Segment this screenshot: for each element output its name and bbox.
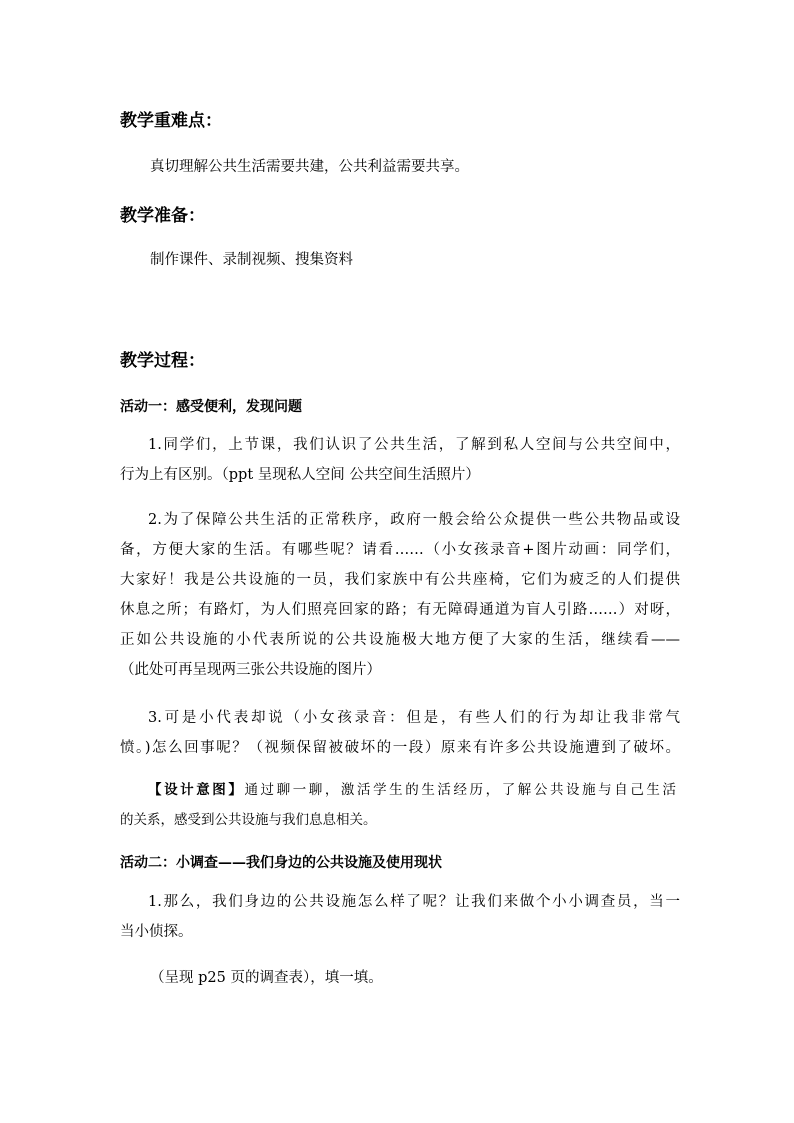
text-line: 3.可是小代表却说（小女孩录音：但是，有些人们的行为却让我非常气 [148, 710, 680, 726]
activity1-paragraph-3 [120, 703, 680, 763]
preparation-heading: 教学准备： [120, 206, 205, 226]
text-line: 1.那么，我们身边的公共设施怎么样了呢？让我们来做个小小调查员，当一 [148, 894, 680, 910]
design-intent-text: 通过聊一聊，激活学生的生活经历，了解公共设施与自己生活 [244, 782, 676, 798]
activity1-title: 活动一：感受便利，发现问题 [120, 399, 302, 415]
design-intent [120, 775, 676, 835]
text-line: 正如公共设施的小代表所说的公共设施极大地方便了大家的生活，继续看—— [120, 632, 680, 648]
activity2-paragraph-1 [120, 887, 680, 947]
text-line: 2.为了保障公共生活的正常秩序，政府一般会给公众提供一些公共物品或设 [148, 512, 680, 528]
activity2-paragraph-2: （呈现 p25 页的调查表），填一填。 [150, 970, 383, 986]
design-intent-tag: 【设计意图】 [148, 782, 245, 798]
text-line: 1.同学们，上节课，我们认识了公共生活，了解到私人空间与公共空间中， [148, 437, 680, 453]
key-points-text: 真切理解公共生活需要共建，公共利益需要共享。 [150, 159, 469, 175]
activity1-paragraph-2 [120, 505, 680, 685]
text-line: 行为上有区别。（ppt 呈现私人空间 公共空间生活照片） [120, 467, 480, 483]
text-line: 休息之所；有路灯，为人们照亮回家的路；有无障碍通道为盲人引路……）对呀， [120, 602, 680, 618]
preparation-text: 制作课件、录制视频、搜集资料 [150, 252, 353, 268]
activity2-title: 活动二：小调查——我们身边的公共设施及使用现状 [120, 855, 442, 871]
process-heading: 教学过程： [120, 351, 205, 371]
text-line: 当小侦探。 [120, 924, 193, 940]
text-line: （此处可再呈现两三张公共设施的图片） [120, 662, 381, 678]
text-line: 大家好！我是公共设施的一员，我们家族中有公共座椅，它们为疲乏的人们提供 [120, 572, 680, 588]
text-line [120, 775, 676, 805]
text-line: 愤。)怎么回事呢？（视频保留被破坏的一段）原来有许多公共设施遭到了破坏。 [120, 740, 680, 756]
key-points-heading: 教学重难点： [120, 111, 222, 131]
text-line: 的关系，感受到公共设施与我们息息相关。 [120, 812, 377, 828]
text-line: 备，方便大家的生活。有哪些呢？请看……（小女孩录音+图片动画：同学们， [120, 542, 680, 558]
activity1-paragraph-1 [120, 430, 680, 490]
